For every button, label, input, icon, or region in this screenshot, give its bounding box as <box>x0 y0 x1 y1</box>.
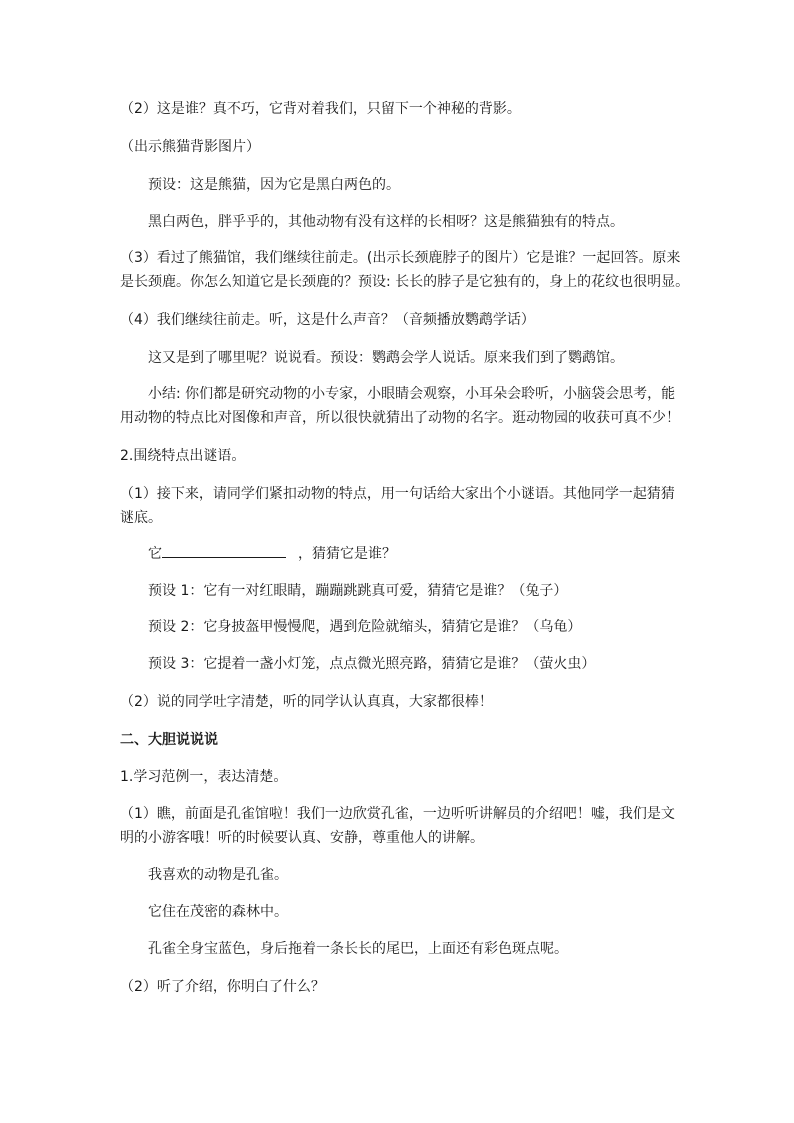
paragraph-line: 它住在茂密的森林中。 <box>148 904 288 920</box>
section-heading: 2.围绕特点出谜语。 <box>120 448 246 464</box>
paragraph-line: （3）看过了熊猫馆，我们继续往前走。(出示长颈鹿脖子的图片）它是谁？一起回答。原来 <box>120 250 681 266</box>
fill-in-suffix: ，猜猜它是谁？ <box>298 546 396 562</box>
fill-in-prefix: 它 <box>148 546 162 562</box>
paragraph-line: （2）这是谁？真不巧，它背对着我们，只留下一个神秘的背影。 <box>120 101 521 117</box>
section-heading: 二、大胆说说说 <box>120 732 218 748</box>
paragraph-line: 黑白两色，胖乎乎的，其他动物有没有这样的长相呀？这是熊猫独有的特点。 <box>148 214 624 230</box>
paragraph-line: （出示熊猫背影图片） <box>120 139 260 155</box>
answer-blank <box>162 542 286 558</box>
paragraph-line: 是长颈鹿。你怎么知道它是长颈鹿的？预设: 长长的脖子是它独有的，身上的花纹也很明显。 <box>120 274 690 290</box>
fill-in-line <box>148 542 396 566</box>
paragraph-line: （2）说的同学吐字清楚，听的同学认认真真，大家都很棒！ <box>120 694 493 710</box>
section-heading: 1.学习范例一，表达清楚。 <box>120 769 288 785</box>
paragraph-line: 预设：这是熊猫，因为它是黑白两色的。 <box>148 177 400 193</box>
paragraph-line: 孔雀全身宝蓝色，身后拖着一条长长的尾巴，上面还有彩色斑点呢。 <box>148 941 568 957</box>
paragraph-line: 用动物的特点比对图像和声音，所以很快就猜出了动物的名字。逛动物园的收获可真不少！ <box>120 410 680 426</box>
paragraph-line: （2）听了介绍，你明白了什么？ <box>120 979 325 995</box>
paragraph-line: 预设 1：它有一对红眼睛，蹦蹦跳跳真可爱，猜猜它是谁？（兔子） <box>148 583 568 599</box>
paragraph-line: 明的小游客哦！听的时候要认真、安静，尊重他人的讲解。 <box>120 830 484 846</box>
paragraph-line: 我喜欢的动物是孔雀。 <box>148 867 288 883</box>
paragraph-line: （4）我们继续往前走。听，这是什么声音？（音频播放鹦鹉学话） <box>120 312 535 328</box>
paragraph-line: （1）瞧，前面是孔雀馆啦！我们一边欣赏孔雀，一边听听讲解员的介绍吧！嘘，我们是文 <box>120 806 675 822</box>
paragraph-line: 这又是到了哪里呢？说说看。预设：鹦鹉会学人说话。原来我们到了鹦鹉馆。 <box>148 350 624 366</box>
paragraph-line: 谜底。 <box>120 510 162 526</box>
paragraph-line: 小结: 你们都是研究动物的小专家，小眼睛会观察，小耳朵会聆听，小脑袋会思考，能 <box>148 386 676 402</box>
paragraph-line: 预设 3：它提着一盏小灯笼，点点微光照亮路，猜猜它是谁？（萤火虫） <box>148 656 596 672</box>
paragraph-line: 预设 2：它身披盔甲慢慢爬，遇到危险就缩头，猜猜它是谁？（乌龟） <box>148 619 582 635</box>
paragraph-line: （1）接下来，请同学们紧扣动物的特点，用一句话给大家出个小谜语。其他同学一起猜猜 <box>120 486 675 502</box>
